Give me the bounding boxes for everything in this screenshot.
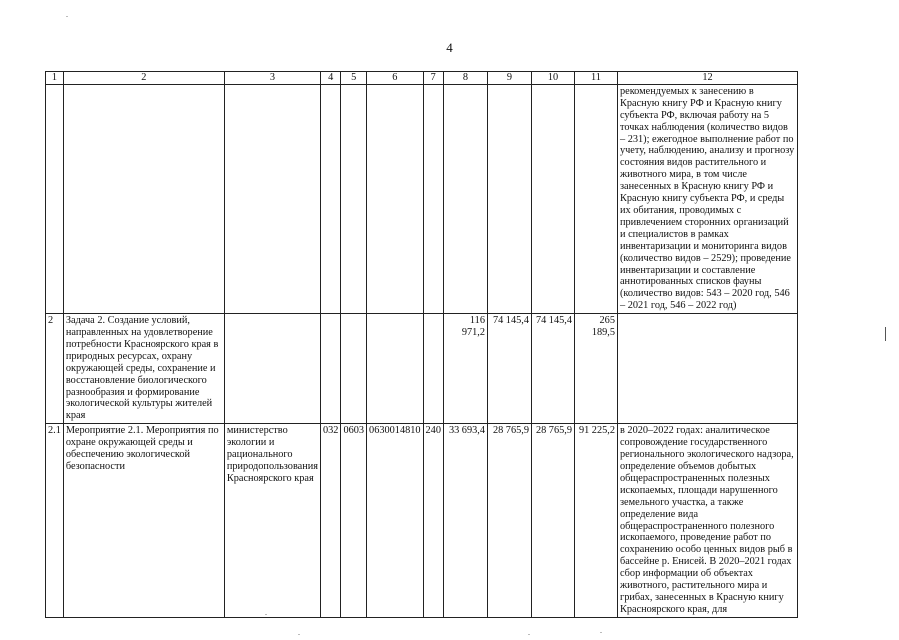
cell-year-2022: 28 765,9 xyxy=(531,424,574,618)
cell-result xyxy=(617,314,797,424)
cell-year-2020: 116 971,2 xyxy=(443,314,487,424)
column-header: 3 xyxy=(224,72,320,85)
column-header: 9 xyxy=(487,72,531,85)
cell-grbs xyxy=(321,314,341,424)
cell-year-2021: 74 145,4 xyxy=(487,314,531,424)
cell-csr xyxy=(367,84,423,313)
scan-margin-mark xyxy=(885,327,886,341)
cell-total xyxy=(574,84,617,313)
cell-vr xyxy=(423,314,443,424)
cell-year-2020 xyxy=(443,84,487,313)
cell-total: 91 225,2 xyxy=(574,424,617,618)
cell-rzpr: 0603 xyxy=(341,424,367,618)
cell-executor xyxy=(224,314,320,424)
table-row xyxy=(46,424,798,618)
scan-speck xyxy=(600,632,602,633)
cell-grbs xyxy=(321,84,341,313)
cell-year-2021 xyxy=(487,84,531,313)
cell-year-2022 xyxy=(531,84,574,313)
column-header: 4 xyxy=(321,72,341,85)
cell-total: 265 189,5 xyxy=(574,314,617,424)
column-header: 10 xyxy=(531,72,574,85)
cell-result: в 2020–2022 годах: аналитическое сопровождение государственного регионального экологического надзора, определение объемов добытых общераспространенных полезных ископаемых, площади нарушенного земельного участка, а также определение вида общераспространенного полезного ископаемого, проведение работ по сохранению особо ценных видов рыб в бассейне р. Енисей. В 2020–2021 годах сбор информации об объектах животного, растительного мира и грибах, занесенных в Красную книгу Красноярского края, для xyxy=(617,424,797,618)
page-number: 4 xyxy=(446,40,453,55)
column-header: 1 xyxy=(46,72,64,85)
scan-speck xyxy=(528,634,530,635)
table-row xyxy=(46,314,798,424)
column-header: 8 xyxy=(443,72,487,85)
cell-task: Мероприятие 2.1. Мероприятия по охране окружающей среды и обеспечению экологической безопасности xyxy=(63,424,224,618)
cell-csr xyxy=(367,314,423,424)
cell-csr: 0630014810 xyxy=(367,424,423,618)
cell-task: Задача 2. Создание условий, направленных на удовлетворение потребности Красноярского края в природных ресурсах, охрану окружающей среды, сохранение и восстановление биологического разнообразия и формирование экологической культуры жителей края xyxy=(63,314,224,424)
column-header: 6 xyxy=(367,72,423,85)
cell-number xyxy=(46,84,64,313)
program-table xyxy=(45,71,798,618)
cell-executor xyxy=(224,84,320,313)
scan-speck xyxy=(298,634,300,635)
cell-rzpr xyxy=(341,84,367,313)
cell-task xyxy=(63,84,224,313)
column-header: 12 xyxy=(617,72,797,85)
cell-number: 2 xyxy=(46,314,64,424)
column-header: 7 xyxy=(423,72,443,85)
column-header: 5 xyxy=(341,72,367,85)
table-header-row xyxy=(46,72,798,85)
table-row xyxy=(46,84,798,313)
column-header: 11 xyxy=(574,72,617,85)
cell-vr: 240 xyxy=(423,424,443,618)
cell-year-2020: 33 693,4 xyxy=(443,424,487,618)
cell-executor: министерство экологии и рационального природопользования Красноярского края xyxy=(224,424,320,618)
cell-result: рекомендуемых к занесению в Красную книгу РФ и Красную книгу субъекта РФ, включая работу на 5 точках наблюдения (количество видов – 231); ежегодное выполнение работ по учету, наблюдению, анализу и прогнозу состояния видов растительного и животного мира, в том числе занесенных в Красную книгу РФ и Красную книгу субъекта РФ, и среды их обитания, проводимых с привлечением сторонних организаций и специалистов в рамках инвентаризации и мониторинга видов (количество видов – 2529); проведение инвентаризации и составление аннотированных списков фауны (количество видов: 543 – 2020 год, 546 – 2021 год, 546 – 2022 год) xyxy=(617,84,797,313)
cell-vr xyxy=(423,84,443,313)
scan-speck xyxy=(66,16,68,17)
column-header: 2 xyxy=(63,72,224,85)
scan-speck xyxy=(265,614,267,615)
cell-year-2022: 74 145,4 xyxy=(531,314,574,424)
cell-number: 2.1 xyxy=(46,424,64,618)
cell-grbs: 032 xyxy=(321,424,341,618)
cell-year-2021: 28 765,9 xyxy=(487,424,531,618)
cell-rzpr xyxy=(341,314,367,424)
